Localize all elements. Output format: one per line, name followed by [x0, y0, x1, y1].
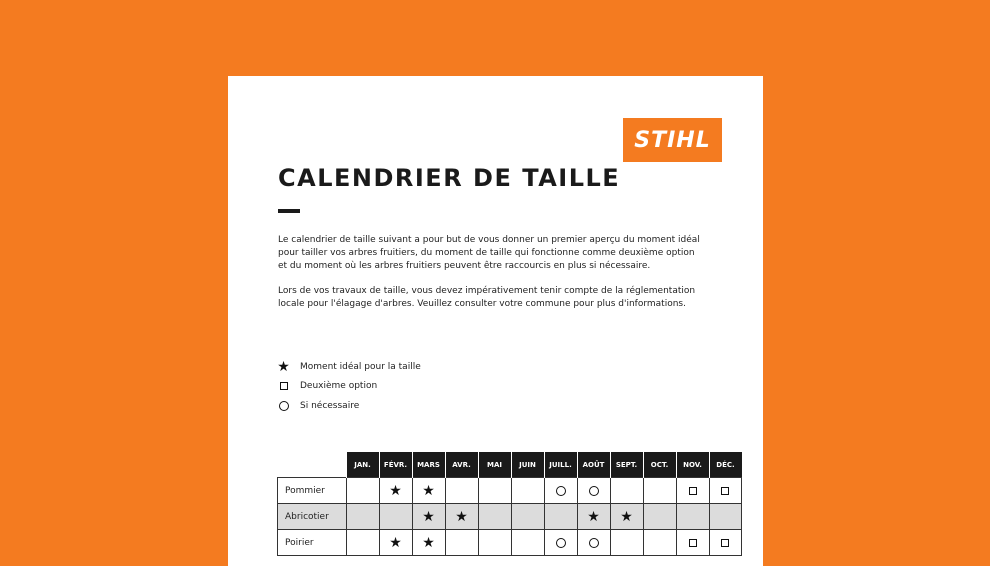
stihl-logo: STIHL: [623, 118, 722, 162]
calendar-cell: [412, 478, 445, 504]
month-header: AOÛT: [577, 452, 610, 478]
pruning-calendar-table: [277, 452, 742, 556]
month-header: MAI: [478, 452, 511, 478]
star-icon: ★: [455, 508, 468, 525]
legend-label: Moment idéal pour la taille: [300, 361, 421, 372]
month-header: MARS: [412, 452, 445, 478]
calendar-cell: [676, 478, 709, 504]
calendar-cell: [676, 504, 709, 530]
calendar-cell: [577, 530, 610, 556]
header-blank-cell: [278, 452, 347, 478]
circle-icon: [589, 486, 599, 496]
calendar-cell: [643, 504, 676, 530]
calendar-cell: [709, 504, 742, 530]
legend-item: [276, 377, 421, 397]
legend-label: Si nécessaire: [300, 400, 360, 411]
calendar-cell: [610, 478, 643, 504]
month-header: DÉC.: [709, 452, 742, 478]
circle-icon: [279, 401, 289, 411]
intro-paragraph: Le calendrier de taille suivant a pour but de vous donner un premier aperçu du moment idéal pour tailler vos arbres fruitiers, du moment de taille qui fonctionne comme deuxième option et du moment où les arbres fruitiers peuvent être raccourcis en plus si nécessaire.: [278, 235, 700, 271]
table-row: [278, 504, 742, 530]
star-icon: ★: [422, 534, 435, 551]
star-icon: ★: [389, 534, 402, 551]
calendar-cell: [379, 530, 412, 556]
calendar-cell: [676, 530, 709, 556]
calendar-cell: [445, 478, 478, 504]
calendar-cell: [544, 478, 577, 504]
calendar-cell: [346, 478, 379, 504]
calendar-cell: [412, 504, 445, 530]
calendar-cell: [478, 478, 511, 504]
calendar-cell: [478, 504, 511, 530]
legend-symbol: [276, 360, 291, 374]
calendar-cell: [379, 504, 412, 530]
legend-symbol: [276, 401, 291, 411]
table-row: [278, 478, 742, 504]
calendar-cell: [577, 478, 610, 504]
star-icon: ★: [422, 508, 435, 525]
month-header: JUILL.: [544, 452, 577, 478]
legend-item: [276, 396, 421, 416]
calendar-cell: [610, 530, 643, 556]
legend-symbol: [276, 382, 291, 390]
circle-icon: [589, 538, 599, 548]
calendar-cell: [511, 478, 544, 504]
star-icon: ★: [620, 508, 633, 525]
legend-label: Deuxième option: [300, 381, 378, 392]
calendar-cell: [478, 530, 511, 556]
month-header: JUIN: [511, 452, 544, 478]
title-underline: [278, 209, 300, 213]
calendar-cell: [379, 478, 412, 504]
document-page: [228, 76, 763, 566]
calendar-cell: [445, 530, 478, 556]
calendar-cell: [412, 530, 445, 556]
calendar-cell: [643, 530, 676, 556]
tree-name: Abricotier: [278, 504, 347, 530]
month-header: FÉVR.: [379, 452, 412, 478]
star-icon: ★: [422, 482, 435, 499]
calendar-cell: [511, 530, 544, 556]
calendar-cell: [709, 478, 742, 504]
calendar-cell: [544, 504, 577, 530]
star-icon: ★: [389, 482, 402, 499]
month-header-row: [278, 452, 742, 478]
month-header: SEPT.: [610, 452, 643, 478]
month-header: NOV.: [676, 452, 709, 478]
month-header: OCT.: [643, 452, 676, 478]
square-icon: [721, 487, 729, 495]
legend-item: [276, 357, 421, 377]
circle-icon: [556, 486, 566, 496]
calendar-cell: [610, 504, 643, 530]
square-icon: [689, 487, 697, 495]
calendar-cell: [577, 504, 610, 530]
month-header: JAN.: [346, 452, 379, 478]
calendar-cell: [544, 530, 577, 556]
star-icon: ★: [277, 358, 290, 375]
table-row: [278, 530, 742, 556]
calendar-cell: [445, 504, 478, 530]
legend: [276, 357, 421, 416]
calendar-cell: [643, 478, 676, 504]
calendar-cell: [709, 530, 742, 556]
square-icon: [721, 539, 729, 547]
calendar-cell: [346, 530, 379, 556]
tree-name: Pommier: [278, 478, 347, 504]
star-icon: ★: [587, 508, 600, 525]
square-icon: [280, 382, 288, 390]
calendar-cell: [346, 504, 379, 530]
square-icon: [689, 539, 697, 547]
circle-icon: [556, 538, 566, 548]
regulation-paragraph: Lors de vos travaux de taille, vous devez impérativement tenir compte de la réglementation locale pour l'élagage d'arbres. Veuillez consulter votre commune pour plus d'informations.: [278, 286, 696, 309]
calendar-cell: [511, 504, 544, 530]
tree-name: Poirier: [278, 530, 347, 556]
month-header: AVR.: [445, 452, 478, 478]
page-title: CALENDRIER DE TAILLE: [278, 164, 621, 192]
